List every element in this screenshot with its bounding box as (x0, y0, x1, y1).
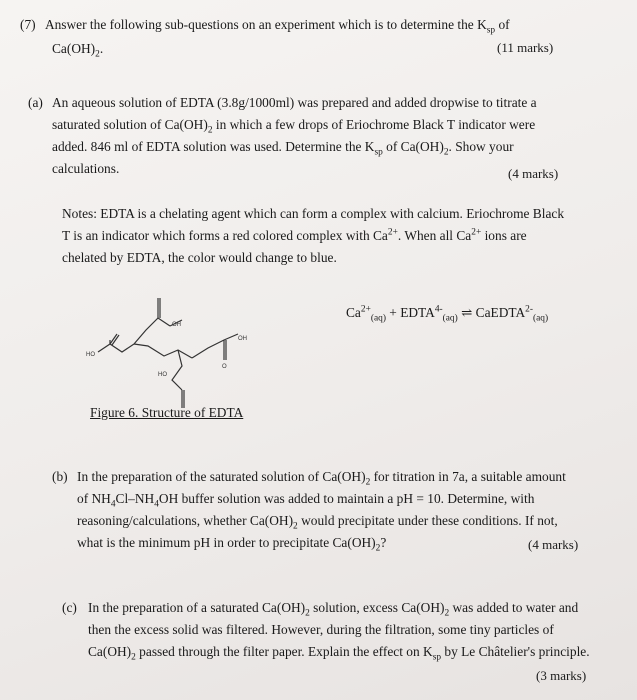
qc-l1-sub2: 2 (444, 608, 450, 619)
qb-label: (b) (52, 469, 68, 484)
qb-marks: (4 marks) (528, 537, 579, 552)
qb-l2c: OH buffer solution was added to maintain a pH = 10. Determine, with (158, 491, 535, 506)
qa-text (52, 92, 582, 180)
qa-line2 (52, 114, 582, 136)
q7-formula-end: . (99, 41, 104, 56)
q7-line2 (52, 38, 103, 60)
eq-edta-sup: 4- (434, 304, 443, 315)
qb-line1 (77, 466, 597, 488)
q7-block (20, 14, 580, 36)
qb-l4b: ? (380, 535, 387, 550)
eq-aq3: (aq) (532, 313, 549, 324)
q7-formula: Ca(OH) (52, 41, 96, 56)
label-ho-lower: HO (158, 372, 167, 378)
qc-l1a: In the preparation of a saturated Ca(OH) (88, 600, 306, 615)
notes-line3: chelated by EDTA, the color would change to blue. (62, 250, 337, 265)
qb-l4-sub: 2 (375, 543, 381, 554)
qa-label: (a) (28, 95, 43, 110)
qb-l2-sub2: 4 (154, 499, 159, 510)
qb-l2-sub1: 4 (110, 499, 116, 510)
eq-aq2: (aq) (442, 313, 458, 324)
qa-line4: calculations. (52, 161, 120, 176)
q7-line1: Answer the following sub-questions on an experiment which is to determine the K (44, 17, 487, 32)
qb-l1a: In the preparation of the saturated solution of Ca(OH) (77, 469, 366, 484)
notes-sup1: 2+ (387, 227, 398, 238)
eq-aq1: (aq) (370, 313, 386, 324)
qc-ksp-sub: sp (432, 652, 442, 663)
qb-l3b: would precipitate under these conditions. If not, (297, 513, 558, 528)
qc-l3a: Ca(OH) (88, 644, 132, 659)
qa-l2a: saturated solution of Ca(OH) (52, 117, 208, 132)
notes-l2a: T is an indicator which forms a red colored complex with Ca (62, 228, 388, 243)
qa-line3 (52, 136, 582, 158)
qc-l3c: by Le Châtelier's principle. (441, 644, 590, 659)
qa-l3a: added. 846 ml of EDTA solution was used. Determine the K (52, 139, 375, 154)
qb-l1b: for titration in 7a, a suitable amount (370, 469, 566, 484)
qc-marks: (3 marks) (536, 668, 587, 683)
qb-l4a: what is the minimum pH in order to precipitate Ca(OH) (77, 535, 376, 550)
qc-line2: then the excess solid was filtered. However, during the filtration, some tiny particles of (88, 622, 554, 637)
eq-ca: Ca (346, 305, 361, 320)
qa-ksp-sub: sp (374, 147, 383, 158)
q7-number: (7) (20, 17, 36, 32)
eq-product: ⇌ CaEDTA (457, 305, 526, 320)
label-o: O (222, 364, 227, 370)
qb-l2b: Cl–NH (115, 491, 155, 506)
qb-text (77, 466, 597, 554)
q7-line1-end: of (495, 17, 510, 32)
eq-caedta-sup: 2- (525, 304, 533, 315)
qc-label: (c) (62, 600, 77, 615)
qc-line3 (88, 641, 608, 663)
edta-bonds (98, 298, 238, 408)
qc-l3b: passed through the filter paper. Explain the effect on K (135, 644, 433, 659)
ksp-sub: sp (486, 25, 496, 36)
qa-l2b: in which a few drops of Eriochrome Black T indicator were (212, 117, 536, 132)
notes-line1: Notes: EDTA is a chelating agent which can form a complex with calcium. Eriochrome Black (62, 206, 565, 221)
qc-l3-sub: 2 (131, 652, 136, 663)
qa-l2-sub: 2 (207, 125, 213, 136)
qa-marks: (4 marks) (508, 166, 559, 181)
qc-text (88, 597, 608, 663)
qa-l3-sub: 2 (443, 147, 449, 158)
qb-line3 (77, 510, 597, 532)
qa-l3b: of Ca(OH) (382, 139, 444, 154)
qb-l1-sub: 2 (365, 477, 371, 488)
eq-edta: + EDTA (385, 305, 435, 320)
notes-l2c: ions are (481, 228, 527, 243)
notes-sup2: 2+ (471, 227, 482, 238)
qc-l1c: was added to water and (449, 600, 579, 615)
qa-line1: An aqueous solution of EDTA (3.8g/1000ml) was prepared and added dropwise to titrate a (52, 95, 537, 110)
qb-l2a: of NH (77, 491, 111, 506)
q7-formula-sub: 2 (95, 49, 100, 60)
notes-text (62, 203, 582, 269)
qc-l1b: solution, excess Ca(OH) (309, 600, 445, 615)
notes-line2 (62, 225, 582, 247)
q7-marks: (11 marks) (497, 40, 554, 55)
qb-line2 (77, 488, 597, 510)
qb-l3a: reasoning/calculations, whether Ca(OH) (77, 513, 294, 528)
equilibrium-equation (346, 302, 548, 324)
qc-l1-sub1: 2 (305, 608, 310, 619)
figure-caption: Figure 6. Structure of EDTA (90, 405, 244, 420)
label-oh-top: OH (172, 322, 181, 328)
qb-l3-sub: 2 (293, 521, 298, 532)
label-oh-right: OH (238, 336, 247, 342)
edta-structure-diagram (86, 290, 286, 410)
eq-ca-sup: 2+ (360, 304, 371, 315)
qa-l3c: . Show your (448, 139, 514, 154)
label-ho-left: HO (86, 352, 95, 358)
qc-line1 (88, 597, 608, 619)
qb-line4 (77, 532, 597, 554)
notes-l2b: . When all Ca (397, 228, 472, 243)
